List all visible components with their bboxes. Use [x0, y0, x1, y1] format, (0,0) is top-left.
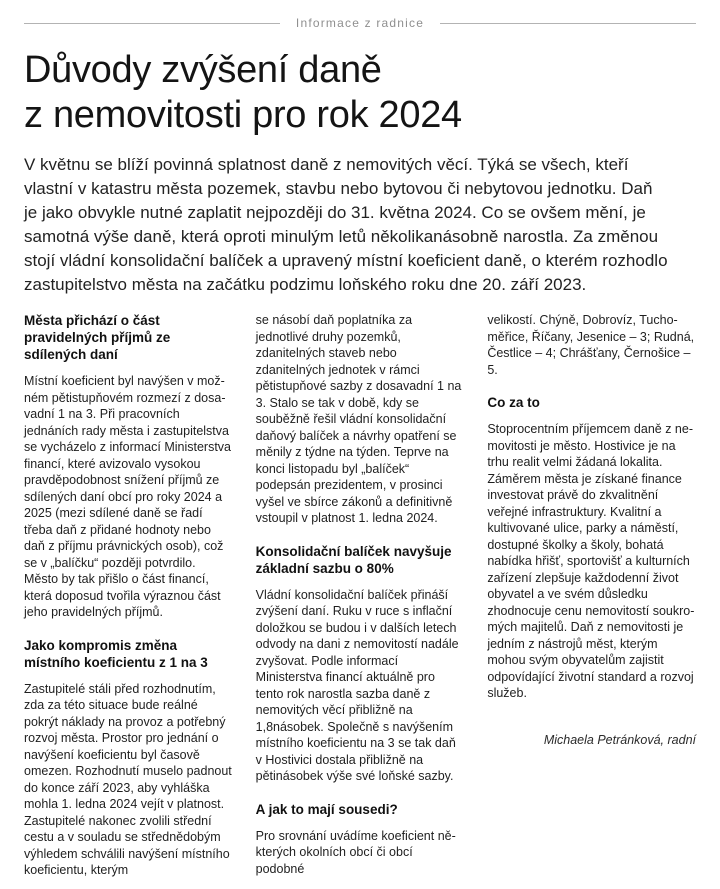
article-title-line-1: Důvody zvýšení daně	[24, 49, 382, 91]
header-rule-right	[440, 23, 696, 24]
header-rule-left	[24, 23, 280, 24]
body-paragraph: Stoprocentním příjemcem daně z nemovitosti je město. Hostivice je na trhu realit velmi žádaná lokalita. Záměrem města je získané finance investovat právě do zkvalitnění veřejné infrastruktury. Kvalitní a kultivované ulice, parky a náměstí, dostupné školky a školy, bohatá nabídka hřišť, sportovišť a kulturních zařízení zlepšuje každodenní život obyvatel a ve svém důsledku zhodnocuje cenu nemovitostí soukromých majitelů. Daň z nemovitosti je jedním z nástrojů měst, kterým mohou svým obyvatelům zajistit odpovídající životní standard a rozvoj služeb.	[487, 422, 695, 700]
body-paragraph: Vládní konsolidační balíček přináší zvýšení daní. Ruku v ruce s inflační doložkou se budou i v dalších letech odvody na dani z nemovitostí nadále zvyšovat. Podle informací Ministerstva financí aktuálně pro tento rok narostla sazba daně z nemovitých věcí přibližně na 1,8násobek. Společně s navýšením místního koeficientu na 3 se tak daň v Hostivici dostala přibližně na pětinásobek výše své loňské sazby.	[255, 587, 459, 783]
section-heading-consolidation-package: Konsolidační balíček navyšuje základní sazbu o 80%	[255, 543, 452, 576]
section-heading-what-for: Co za to	[487, 395, 540, 410]
section-heading-neighbors: A jak to mají sousedi?	[255, 801, 398, 817]
article-columns	[24, 312, 696, 889]
column-3	[487, 312, 696, 889]
body-paragraph: Místní koeficient byl navýšen v možném pětistupňovém rozmezí z dosavadní 1 na 3. Při pracovních jednáních rady města i zastupitelstva se vycházelo z informací Ministerstva financí, které avizovalo vysokou pravděpodobnost snížení příjmů ze sdílených daní obcí pro roky 2024 a 2025 (mezi sdílené daně se řadí třeba daň z přidané hodnoty nebo daň z příjmu právnických osob), což se v „balíčku“ později potvrdilo. Město by tak přišlo o část financí, která doposud tvořila výraznou část jeho pravidelných příjmů.	[24, 374, 232, 619]
section-heading-compromise-coefficient: Jako kompromis změna místního koeficientu z 1 na 3	[24, 637, 208, 670]
column-1	[24, 312, 233, 889]
article-kicker: Informace z radnice	[295, 16, 425, 30]
column-2	[256, 312, 465, 889]
article-intro: V květnu se blíží povinná splatnost daně z nemovitých věcí. Týká se všech, kteří vlastní v katastru města pozemek, stavbu nebo bytovou či nebytovou jednotku. Daň je jako obvykle nutné zaplatit nejpozději do 31. května 2024. Co se ovšem mění, je samotná výše daně, která oproti minulým letů několikanásobně narostla. Za změnou stojí vládní konsolidační balíček a upravený místní koeficient daně, o kterém rozhodlo zastupitelstvo města na začátku podzimu loňského roku dne 20. září 2023.	[24, 155, 668, 294]
byline: Michaela Petránková, radní	[543, 732, 696, 747]
body-paragraph: se násobí daň poplatníka za jednotlivé druhy pozemků, zdanitelných staveb nebo zdanitelných jednotek v rámci pětistupňové sazby z dosavadní 1 na 3. Stalo se tak v době, kdy se souběžně řešil vládní konsolidační daňový balíček a návrhy opatření se měnily z týdne na týden. Teprve na konci listopadu byl „balíček“ podepsán prezidentem, v prosinci vyšel ve sbírce zákonů a definitivně vstoupil v platnost 1. ledna 2024.	[255, 313, 462, 525]
article-title	[24, 48, 696, 138]
section-heading-shared-taxes: Města přichází o část pravidelných příjmů ze sdílených daní	[24, 313, 171, 362]
body-paragraph: Zastupitelé stáli před rozhodnutím, zda za této situace bude reálné pokrýt náklady na provoz a potřebný rozvoj města. Prostor pro jednání o navýšení koeficientu byl časově omezen. Rozhodnutí muselo padnout do konce září 2023, aby vyhláška mohla 1. ledna 2024 vejít v platnost. Zastupitelé nakonec zvolili střední cestu a v souladu se střednědobým výhledem schválili navýšení místního koeficientu, kterým	[24, 681, 232, 877]
body-paragraph: velikostí. Chýně, Dobrovíz, Tuchoměřice, Říčany, Jesenice – 3; Rudná, Čestlice – 4; Chrášťany, Černošice – 5.	[487, 313, 695, 377]
body-paragraph: Pro srovnání uvádíme koeficient některých okolních obcí či obcí podobné	[255, 828, 456, 876]
article-title-line-2: z nemovitosti pro rok 2024	[24, 94, 462, 136]
page-header	[24, 0, 696, 30]
